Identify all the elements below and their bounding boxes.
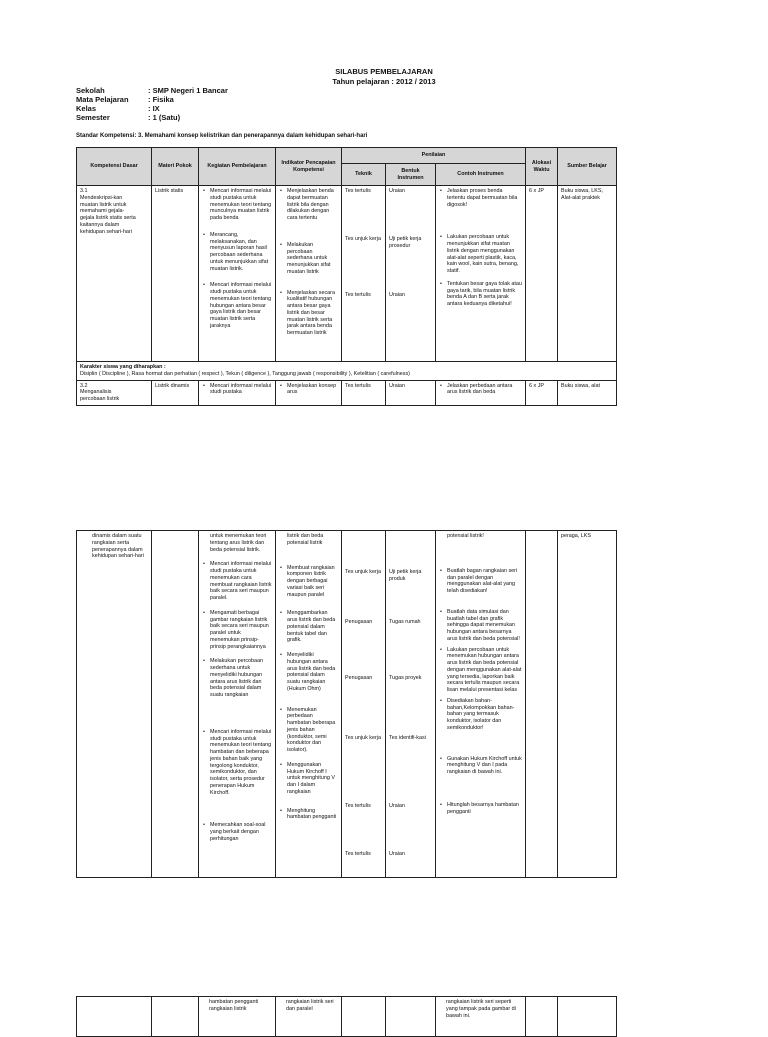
list-item: • Tentukan besar gaya tolak atau gaya tarik, bila muatan listrik benda A dan B serta jarak antara keduanya diketahui!: [447, 281, 522, 308]
list-item: Tes tertulis: [345, 188, 371, 194]
list-item: • Disediakan bahan-bahan,Kelompokkan bahan-bahan yang termasuk konduktor, isolator dan semikonduktor!: [447, 698, 522, 732]
teknik-cell: [342, 531, 386, 878]
list-item: Uji petik kerja produk: [389, 569, 422, 582]
teknik-cell: Tes tertulis: [342, 380, 386, 405]
list-item: • Membuat rangkaian komponen listrik dengan berbagai variasi baik seri maupun paralel: [287, 565, 338, 599]
karakter-title: Karakter siswa yang diharapkan :: [80, 364, 166, 370]
list-item: • Menggambarkan arus listrik dan beda potensial dalam bentuk tabel dan grafik.: [287, 610, 338, 644]
teknik-cell: [342, 186, 386, 362]
list-item: • Menemukan perbedaan hambatan beberapa jenis bahan (konduktor, semi konduktor dan isolator).: [287, 707, 338, 754]
list-item: • Mencari informasi melalui studi pustaka untuk menemukan teori tentang munculnya muatan listrik pada benda: [210, 188, 272, 222]
alokasi-cell: 6 x JP: [526, 186, 558, 362]
list-item: Tes identifi-kasi: [389, 735, 426, 741]
header-kegiatan: Kegiatan Pembelajaran: [199, 148, 276, 186]
bentuk-cell: Uraian: [386, 380, 436, 405]
header-materi: Materi Pokok: [152, 148, 199, 186]
info-row: [76, 104, 160, 113]
indikator-cell: rangkaian listrik seri dan paralel: [276, 997, 342, 1037]
list-item: • Mengamati berbagai gambar rangkaian listrik baik secara seri maupun paralel untuk menemukan prinsip-prinsip perangkaiannya: [210, 610, 272, 651]
bentuk-cell: [386, 997, 436, 1037]
header-teknik: Teknik: [342, 164, 386, 186]
list-item: • Memecahkan soal-soal yang berkait dengan perhitungan: [210, 822, 272, 842]
list-item: Penugasan: [345, 619, 373, 625]
header-kompetensi: Kompetensi Dasar: [77, 148, 152, 186]
bentuk-cell: [386, 186, 436, 362]
kd-cell: [77, 380, 152, 405]
list-item: • Menjelaskan benda dapat bermuatan listrik bila dengan dilakukan dengan cara tertentu: [287, 188, 338, 222]
list-item: Uraian: [389, 292, 405, 298]
list-item: • Menjelaskan secara kualitatif hubungan antara besar gaya listrik dan besar muatan listrik serta jarak antara benda bermuatan listrik: [287, 290, 338, 337]
info-label: Kelas: [76, 104, 97, 113]
list-item: potensial listrik!: [447, 533, 484, 539]
list-item: Uraian: [389, 851, 405, 857]
syllabus-table: [76, 147, 617, 406]
materi-cell: Listrik dinamis: [152, 380, 199, 405]
materi-cell: Listrik statis: [152, 186, 199, 362]
list-item: untuk menemukan teori tentang arus listrik dan beda potensial listrik.: [210, 533, 267, 553]
contoh-cell: [436, 380, 526, 405]
kd-cell: dinamis dalam suatu rangkaian serta penerapannya dalam kehidupan sehari-hari: [77, 531, 152, 878]
kegiatan-cell: [199, 531, 276, 878]
list-item: Uraian: [389, 188, 405, 194]
sumber-cell: [558, 997, 617, 1037]
header-alokasi: Alokasi Waktu: [526, 148, 558, 186]
info-label: Sekolah: [76, 86, 105, 95]
list-item: • Jelaskan proses benda tertentu dapat bermuatan bila digosok!: [447, 188, 522, 208]
info-label: Mata Pelajaran: [76, 95, 129, 104]
table-row: [77, 186, 617, 362]
list-item: • Menjelaskan konsep arus: [287, 383, 338, 397]
page-title: SILABUS PEMBELAJARAN: [335, 67, 433, 76]
list-item: Uraian: [389, 803, 405, 809]
list-item: • Jelaskan perbedaan antara arus listrik dan beda: [447, 383, 522, 397]
karakter-cell: [77, 362, 617, 381]
indikator-cell: [276, 186, 342, 362]
info-value: : IX: [148, 104, 160, 113]
list-item: • Buatlah data simulasi dan buatlah tabel dan grafik sehingga dapat menemukan hubungan antara besarnya arus listrik dan beda potensial!: [447, 609, 522, 643]
info-value: : 1 (Satu): [148, 113, 181, 122]
list-item: Tes tertulis: [345, 851, 371, 857]
kd-number: 3.2: [80, 382, 88, 389]
list-item: Tes unjuk kerja: [345, 236, 381, 242]
info-value: : Fisika: [148, 95, 174, 104]
list-item: • Gunakan Hukum Kirchoff untuk menghitung V dan I pada rangkaian di bawah ini.: [447, 756, 522, 776]
list-item: • Mencari informasi melalui studi pustaka untuk menemukan cara membuat rangkaian listrik baik secara seri maupun paralel.: [210, 561, 272, 602]
list-item: Tugas proyek: [389, 675, 422, 681]
list-item: Tes unjuk kerja: [345, 735, 381, 741]
contoh-cell: [436, 531, 526, 878]
info-row: [76, 95, 174, 104]
list-item: • Melakukan percobaan sederhana untuk menunjukkan sifat muatan listrik: [287, 242, 338, 276]
list-item: • Lakukan percobaan untuk menemukan hubungan antara arus listrik dan beda potensial dengan menggunakan alat-alat yang tersedia, laporkan baik secara tertulis maupun secara lisan melalui presentasi kelas: [447, 647, 522, 694]
kd-cell: [77, 186, 152, 362]
sumber-cell: Buku siswa, LKS, Alat-alat praktek: [558, 186, 617, 362]
kegiatan-cell: hambatan pengganti rangkaian listrik: [199, 997, 276, 1037]
header-indikator: Indikator Pencapaian Kompetensi: [276, 148, 342, 186]
list-item: Tes tertulis: [345, 292, 371, 298]
table-row: [77, 362, 617, 381]
info-row: [76, 113, 180, 122]
kd-cell: [77, 997, 152, 1037]
alokasi-cell: 6 x JP: [526, 380, 558, 405]
list-item: listrik dan beda potensial listrik: [287, 533, 324, 546]
list-item: • Menggunakan Hukum Kirchoff I untuk menghitung V dan I dalam rangkaian: [287, 762, 338, 796]
list-item: Tes unjuk kerja: [345, 569, 381, 575]
materi-cell: [152, 997, 199, 1037]
alokasi-cell: [526, 997, 558, 1037]
header-bentuk: Bentuk Instrumen: [386, 164, 436, 186]
bentuk-cell: [386, 531, 436, 878]
kd-text: Menganalisis percobaan listrik: [80, 389, 120, 402]
header-contoh: Contoh Instrumen: [436, 164, 526, 186]
list-item: • Menyelidiki hubungan antara arus listrik dan beda potensial dalam suatu rangkaian (Hukum Ohm): [287, 652, 338, 693]
kd-number: 3.1: [80, 188, 88, 194]
list-item: • Merancang, melaksanakan, dan menyusun laporan hasil percobaan sederhana untuk menunjukkan sifat muatan listrik.: [210, 232, 272, 273]
standar-kompetensi: Standar Kompetensi: 3. Memahami konsep kelistrikan dan penerapannya dalam kehidupan sehari-hari: [76, 133, 368, 139]
teknik-cell: [342, 997, 386, 1037]
list-item: • Mencari informasi melalui studi pustaka: [210, 383, 272, 397]
info-label: Semester: [76, 113, 110, 122]
info-value: : SMP Negeri 1 Bancar: [148, 86, 228, 95]
kegiatan-cell: [199, 186, 276, 362]
indikator-cell: [276, 531, 342, 878]
header-penilaian: Penilaian: [342, 148, 526, 164]
table-row: [77, 531, 617, 878]
materi-cell: [152, 531, 199, 878]
kd-text: Mendeskripsi-kan muatan listrik untuk memahami gejala-gejala listrik statis serta kaitannya dalam kehidupan sehari-hari: [80, 194, 136, 235]
list-item: • Buatlah bagan rangkaian seri dan paralel dengan menggunakan alat-alat yang telah disediakan!: [447, 568, 522, 595]
list-item: • Mencari informasi melalui studi pustaka untuk menemukan teori tentang hambatan dan beberapa jenis bahan baik yang tergolong konduktor, semikonduktor, dan isolator, serta prosedur penerapan Hukum Kirchoff.: [210, 729, 272, 797]
list-item: Uji petik kerja prosedur: [389, 236, 422, 249]
list-item: • Melakukan percobaan sederhana untuk menyelidiki hubungan antara arus listrik dan beda potensial dalam suatu rangkaian: [210, 658, 272, 699]
list-item: • Hitunglah besarnya hambatan pengganti: [447, 802, 522, 816]
kegiatan-cell: [199, 380, 276, 405]
list-item: • Menghitung hambatan pengganti: [287, 808, 338, 822]
sumber-cell: Buku siswa, alat: [558, 380, 617, 405]
header-sumber: Sumber Belajar: [558, 148, 617, 186]
page-subtitle: Tahun pelajaran : 2012 / 2013: [332, 77, 436, 86]
list-item: Penugasan: [345, 675, 373, 681]
list-item: Tugas rumah: [389, 619, 421, 625]
list-item: Tes tertulis: [345, 803, 371, 809]
syllabus-table-continued-2: [76, 996, 617, 1037]
syllabus-table-continued: [76, 530, 617, 878]
list-item: • Mencari informasi melalui studi pustaka untuk menemukan teori tentang hubungan antara besar gaya listrik dan besar muatan listrik serta jaraknya: [210, 282, 272, 329]
alokasi-cell: [526, 531, 558, 878]
indikator-cell: [276, 380, 342, 405]
info-row: [76, 86, 228, 95]
table-row: [77, 380, 617, 405]
contoh-cell: rangkaian listrik seri seperti yang tampak pada gambar di bawah ini.: [436, 997, 526, 1037]
table-row: [77, 997, 617, 1037]
karakter-text: Disiplin ( Discipline ), Rasa hormat dan perhatian ( respect ), Tekun ( diligence ), Tanggung jawab ( responsibility ), Ketelitian ( carefulness): [80, 370, 410, 377]
sumber-cell: peraga, LKS: [558, 531, 617, 878]
list-item: • Lakukan percobaan untuk menunjukkan sifat muatan listrik dengan menggunakan alat-alat seperti plastik, kaca, kain wool, kain sutra, benang, statif.: [447, 234, 522, 275]
contoh-cell: [436, 186, 526, 362]
